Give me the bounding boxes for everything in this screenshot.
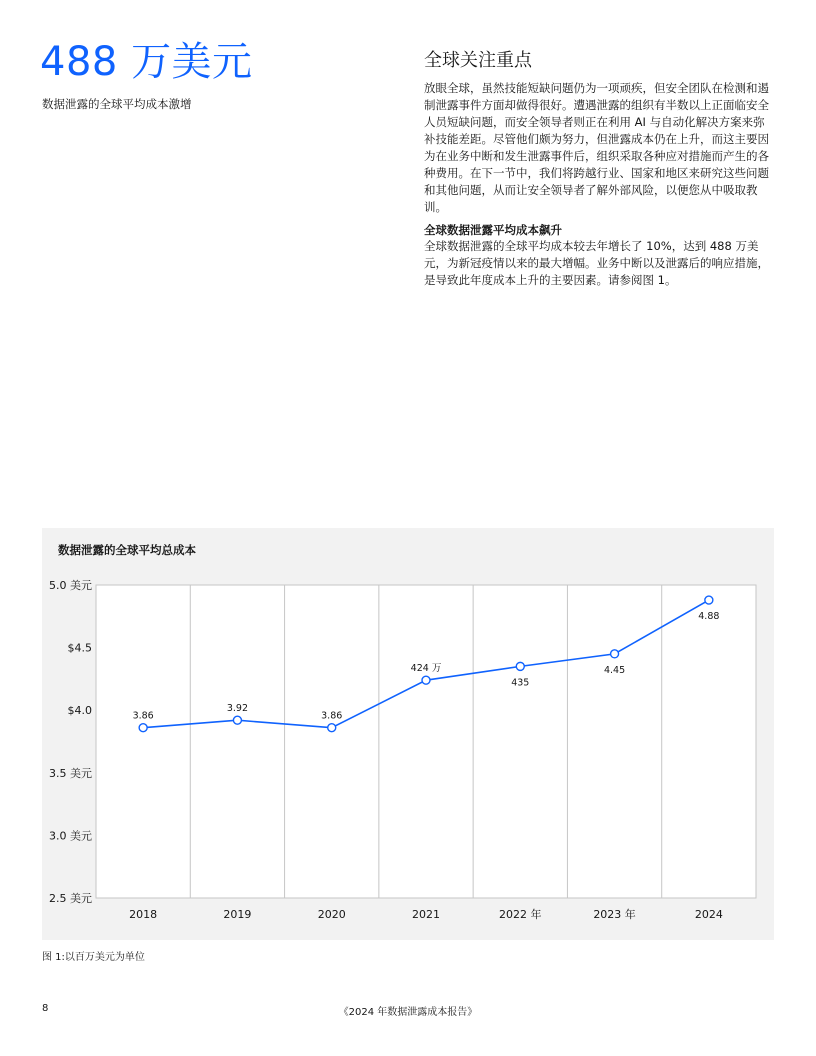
x-tick-label: 2023 年 bbox=[593, 908, 636, 921]
y-tick-label: 3.0 美元 bbox=[49, 829, 92, 843]
data-label: 4.45 bbox=[603, 664, 626, 676]
x-tick-label: 2019 bbox=[223, 908, 252, 921]
hero-caption: 数据泄露的全球平均成本激增 bbox=[42, 97, 192, 111]
y-tick-label: 2.5 美元 bbox=[49, 892, 92, 905]
page-number: 8 bbox=[42, 1003, 49, 1014]
data-point bbox=[705, 596, 713, 604]
data-label: 3.86 bbox=[321, 710, 343, 722]
data-point bbox=[328, 724, 336, 732]
chart-title: 数据泄露的全球平均总成本 bbox=[58, 543, 196, 557]
figure-caption: 图 1:以百万美元为单位 bbox=[42, 952, 145, 963]
y-tick-label: $4.5 bbox=[67, 641, 92, 655]
x-tick-label: 2022 年 bbox=[499, 908, 542, 921]
data-label: 435 bbox=[511, 677, 530, 689]
y-tick-label: 3.5 美元 bbox=[49, 766, 92, 780]
x-tick-label: 2024 bbox=[694, 908, 723, 921]
plot-area bbox=[96, 585, 756, 898]
cost-paragraph: 全球数据泄露的全球平均成本较去年增长了 10%，达到 488 万美元，为新冠疫情以来的最大增幅。业务中断以及泄露后的响应措施，是导致此年度成本上升的主要因素。请参阅图 1。 bbox=[424, 239, 769, 287]
data-point bbox=[139, 724, 147, 732]
data-point bbox=[611, 650, 619, 658]
data-point bbox=[233, 716, 241, 724]
hero-number: 488 万美元 bbox=[40, 39, 253, 85]
y-tick-label: $4.0 bbox=[67, 704, 92, 718]
data-point bbox=[516, 662, 524, 670]
data-point bbox=[422, 676, 430, 684]
data-label: 424 万 bbox=[410, 663, 442, 675]
x-tick-label: 2020 bbox=[317, 908, 346, 921]
data-label: 4.88 bbox=[698, 611, 720, 623]
intro-paragraph: 放眼全球，虽然技能短缺问题仍为一项顽疾，但安全团队在检测和遏制泄露事件方面却做得很好。遭遇泄露的组织有半数以上正面临安全人员短缺问题，而安全领导者则正在利用 AI 与自动化解决方案来弥补技能差距。尽管他们颇为努力，但泄露成本仍在上升，而这主要因为在业务中断和发生泄露事件后，组织采取各种应对措施而产生的各种费用。在下一节中，我们将跨越行业、国家和地区来研究这些问题和其他问题，从而让安全领导者了解外部风险，以便您从中吸取教训。 bbox=[424, 81, 769, 214]
line-chart bbox=[42, 528, 774, 940]
x-tick-label: 2018 bbox=[129, 908, 158, 921]
footer-title: 《2024 年数据泄露成本报告》 bbox=[338, 1007, 478, 1018]
data-label: 3.92 bbox=[226, 703, 249, 715]
data-label: 3.86 bbox=[132, 710, 154, 722]
subheading: 全球数据泄露平均成本飙升 bbox=[424, 223, 562, 237]
y-tick-label: 5.0 美元 bbox=[49, 579, 92, 592]
x-tick-label: 2021 bbox=[412, 908, 440, 921]
section-title: 全球关注重点 bbox=[424, 50, 532, 71]
